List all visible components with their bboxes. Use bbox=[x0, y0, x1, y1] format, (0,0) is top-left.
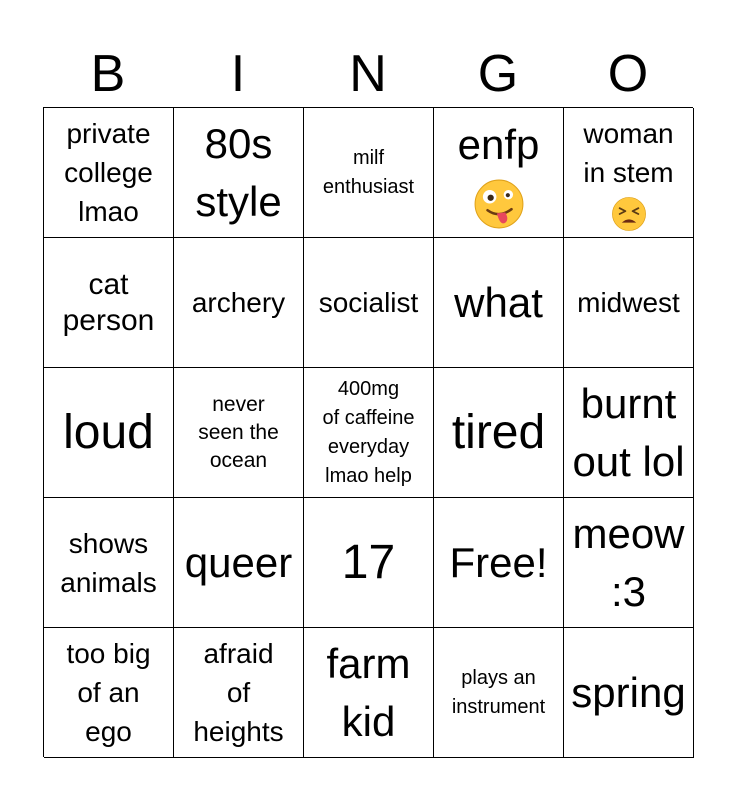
bingo-cell[interactable] bbox=[434, 498, 564, 628]
bingo-cell[interactable] bbox=[564, 368, 694, 498]
bingo-cell-text: enfp bbox=[457, 120, 540, 168]
bingo-cell[interactable] bbox=[174, 238, 304, 368]
bingo-cell[interactable] bbox=[434, 368, 564, 498]
bingo-cell[interactable] bbox=[434, 108, 564, 238]
bingo-cell[interactable] bbox=[44, 368, 174, 498]
bingo-cell-text: Free! bbox=[449, 538, 548, 586]
bingo-cell[interactable] bbox=[44, 238, 174, 368]
bingo-cell[interactable] bbox=[304, 628, 434, 758]
bingo-cell[interactable] bbox=[44, 108, 174, 238]
bingo-cell-text: shows animals bbox=[60, 527, 157, 598]
bingo-cell[interactable] bbox=[304, 368, 434, 498]
bingo-cell[interactable] bbox=[304, 498, 434, 628]
bingo-cell-text: private college lmao bbox=[64, 118, 153, 227]
bingo-cell[interactable] bbox=[44, 498, 174, 628]
bingo-cell[interactable] bbox=[174, 368, 304, 498]
bingo-cell[interactable] bbox=[174, 108, 304, 238]
tired-face-emoji-icon bbox=[611, 196, 647, 232]
header-letter-o: O bbox=[607, 45, 649, 103]
bingo-cell-text: queer bbox=[184, 538, 293, 586]
bingo-cell-text: farm kid bbox=[326, 639, 411, 745]
bingo-cell-text: plays an instrument bbox=[451, 666, 546, 718]
bingo-cell-text: 80s style bbox=[195, 119, 282, 225]
bingo-cell-text: loud bbox=[63, 405, 154, 459]
bingo-grid bbox=[43, 107, 693, 757]
bingo-cell[interactable] bbox=[564, 238, 694, 368]
header-letter-n: N bbox=[349, 45, 387, 103]
bingo-cell-text: spring bbox=[571, 668, 686, 716]
header-letter-i: I bbox=[230, 45, 246, 103]
bingo-cell[interactable] bbox=[434, 628, 564, 758]
bingo-cell-text: too big of an ego bbox=[66, 638, 151, 747]
bingo-cell[interactable] bbox=[174, 628, 304, 758]
bingo-cell-text: cat person bbox=[62, 267, 155, 337]
bingo-cell-text: midwest bbox=[577, 287, 680, 318]
bingo-cell-text: meow :3 bbox=[572, 509, 685, 615]
bingo-cell-text: tired bbox=[451, 405, 546, 459]
bingo-cell[interactable] bbox=[564, 498, 694, 628]
zany-face-emoji-icon bbox=[473, 178, 525, 230]
bingo-cell[interactable] bbox=[304, 108, 434, 238]
bingo-cell-text: archery bbox=[191, 287, 286, 318]
header-letter-b: B bbox=[90, 45, 126, 103]
bingo-cell-text: socialist bbox=[318, 287, 419, 318]
bingo-cell-text: burnt out lol bbox=[572, 379, 685, 485]
bingo-cell-text: 400mg of caffeine everyday lmao help bbox=[322, 377, 415, 487]
header-letter-g: G bbox=[477, 45, 519, 103]
bingo-cell-text: woman in stem bbox=[583, 117, 674, 188]
bingo-cell[interactable] bbox=[304, 238, 434, 368]
bingo-cell[interactable] bbox=[434, 238, 564, 368]
bingo-cell-text: 17 bbox=[341, 535, 396, 589]
bingo-cell-text: afraid of heights bbox=[193, 638, 284, 747]
bingo-cell[interactable] bbox=[564, 628, 694, 758]
bingo-cell[interactable] bbox=[564, 108, 694, 238]
bingo-header bbox=[43, 40, 693, 108]
bingo-cell[interactable] bbox=[44, 628, 174, 758]
bingo-cell[interactable] bbox=[174, 498, 304, 628]
bingo-cell-text: what bbox=[454, 278, 543, 326]
bingo-cell-text: never seen the ocean bbox=[198, 392, 279, 472]
bingo-cell-text: milf enthusiast bbox=[322, 146, 415, 198]
